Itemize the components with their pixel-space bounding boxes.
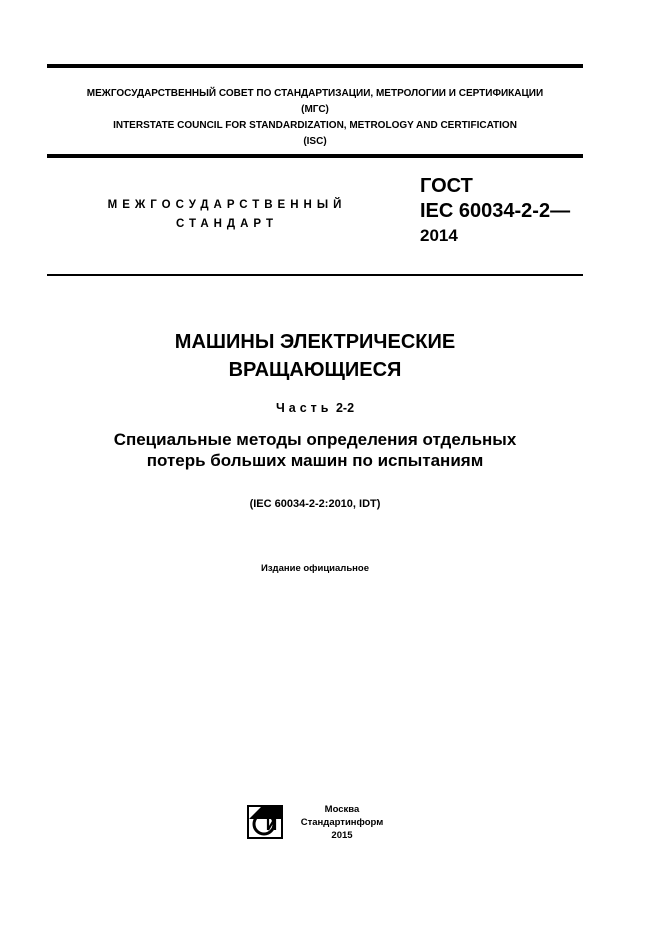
designation-number: IEC 60034-2-2— xyxy=(420,200,571,222)
standard-type xyxy=(100,196,354,234)
publisher-city: Москва xyxy=(324,804,360,815)
designation-gost: ГОСТ xyxy=(420,175,473,197)
standard-type-line1: МЕЖГОСУДАРСТВЕННЫЙ xyxy=(107,199,347,211)
subtitle-line1: Специальные методы определения отдельных xyxy=(113,430,517,449)
part-label: Часть xyxy=(275,401,333,415)
part-heading xyxy=(47,400,583,416)
council-abbr-en: (ISC) xyxy=(303,136,327,147)
standard-designation xyxy=(420,174,570,248)
council-name-ru: МЕЖГОСУДАРСТВЕННЫЙ СОВЕТ ПО СТАНДАРТИЗАЦИИ, МЕТРОЛОГИИ И СЕРТИФИКАЦИИ xyxy=(86,88,544,99)
edition-note: Издание официальное xyxy=(261,563,369,574)
publisher-block xyxy=(294,803,390,842)
title-line1: МАШИНЫ ЭЛЕКТРИЧЕСКИЕ xyxy=(174,331,456,353)
standartinform-logo-icon xyxy=(247,805,283,839)
thin-rule xyxy=(47,274,583,276)
iec-reference: (IEC 60034-2-2:2010, IDT) xyxy=(249,498,381,510)
top-rule xyxy=(47,64,583,68)
council-header xyxy=(47,86,583,150)
middle-rule xyxy=(47,154,583,158)
document-title xyxy=(47,328,583,384)
council-abbr-ru: (МГС) xyxy=(301,104,329,115)
standard-type-line2: СТАНДАРТ xyxy=(176,218,278,230)
publisher-name: Стандартинформ xyxy=(300,817,384,828)
subtitle-line2: потерь больших машин по испытаниям xyxy=(146,451,484,470)
council-name-en: INTERSTATE COUNCIL FOR STANDARDIZATION, METROLOGY AND CERTIFICATION xyxy=(113,120,517,131)
part-number: 2-2 xyxy=(335,401,355,415)
title-line2: ВРАЩАЮЩИЕСЯ xyxy=(228,359,402,381)
document-subtitle xyxy=(47,429,583,471)
publisher-year: 2015 xyxy=(331,830,353,841)
designation-year: 2014 xyxy=(420,226,458,245)
